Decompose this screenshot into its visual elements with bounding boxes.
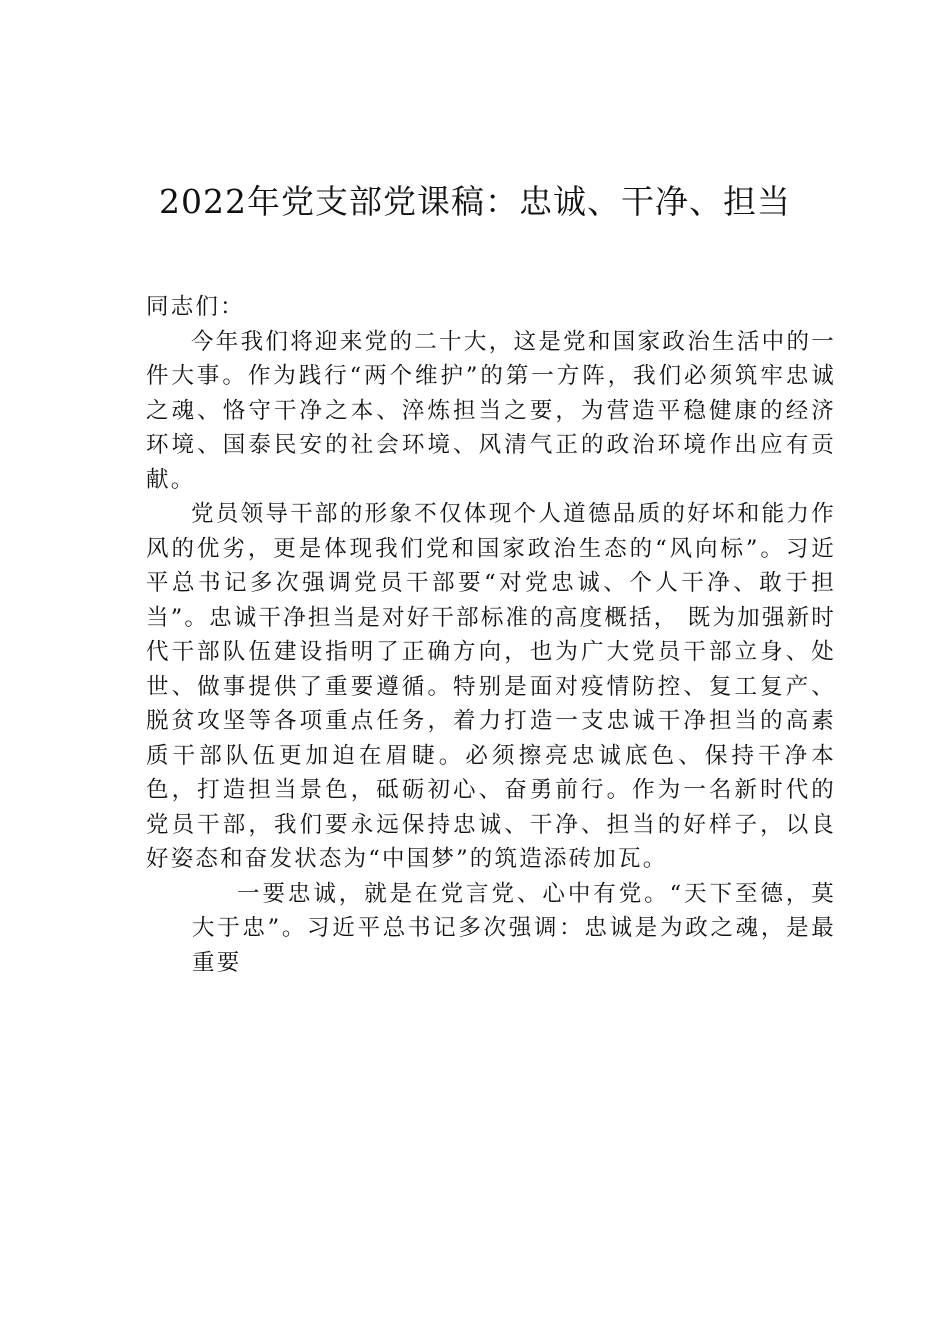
document-body xyxy=(146,290,836,980)
paragraph-3-section-intro: 一要忠诚，就是在党言党、心中有党。“天下至德，莫大于忠”。习近平总书记多次强调：忠诚是为政之魂，是最重要 xyxy=(192,880,836,976)
paragraph-2: 党员领导干部的形象不仅体现个人道德品质的好坏和能力作风的优劣，更是体现我们党和国家政治生态的“风向标”。习近平总书记多次强调党员干部要“对党忠诚、个人干净、敢于担当”。忠诚干净担当是对好干部标准的高度概括， 既为加强新时代干部队伍建设指明了正确方向，也为广大党员干部立身、处世、做事提供了重要遵循。特别是面对疫情防控、复工复产、脱贫攻坚等各项重点任务，着力打造一支忠诚干净担当的高素质干部队伍更加迫在眉睫。必须擦亮忠诚底色、保持干净本色，打造担当景色，砥砺初心、奋勇前行。作为一名新时代的党员干部，我们要永远保持忠诚、干净、担当的好样子，以良好姿态和奋发状态为“中国梦”的筑造添砖加瓦。 xyxy=(146,501,836,872)
salutation: 同志们： xyxy=(146,294,245,320)
paragraph-1: 今年我们将迎来党的二十大，这是党和国家政治生活中的一件大事。作为践行“两个维护”的第一方阵，我们必须筑牢忠诚之魂、恪守干净之本、淬炼担当之要，为营造平稳健康的经济环境、国泰民安的社会环境、风清气正的政治环境作出应有贡献。 xyxy=(146,328,836,493)
document-title: 2022年党支部党课稿：忠诚、干净、担当 xyxy=(159,182,791,221)
